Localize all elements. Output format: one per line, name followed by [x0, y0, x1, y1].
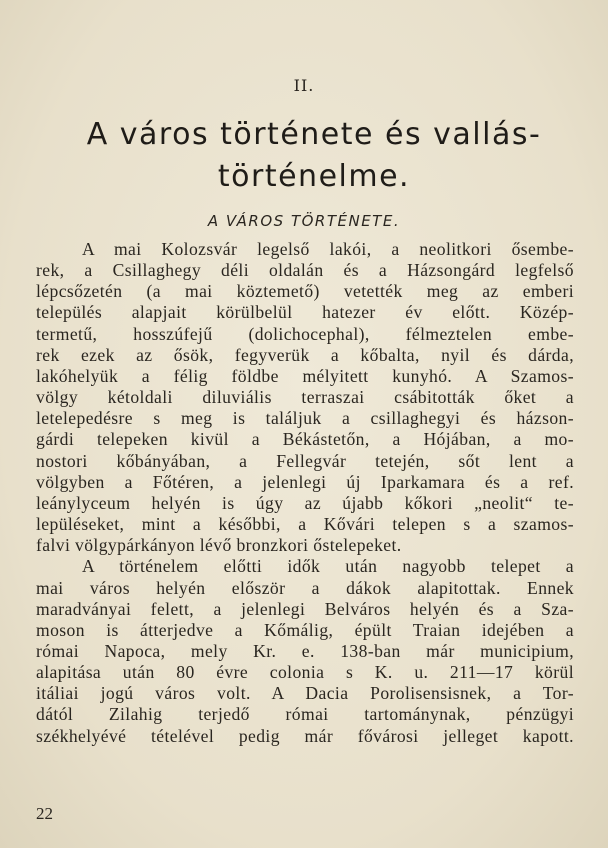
text-line: lepüléseket, mint a későbbi, a Kővári telepen s a szamos- — [36, 514, 574, 535]
paragraph — [36, 556, 574, 746]
text-line: völgyben a Főtéren, a jelenlegi új Iparkamara és a ref. — [36, 471, 574, 492]
text-line: lakóhelyük a félig földbe mélyitett kunyhó. A Szamos- — [36, 365, 574, 386]
text-line: leánylyceum helyén is úgy az újabb kőkori „neolit“ te- — [36, 492, 574, 513]
text-line: település alapjait körülbelül hatezer év előtt. Közép- — [36, 302, 574, 323]
text-line: maradványai felett, a jelenlegi Belváros helyén és a Sza- — [36, 598, 574, 619]
text-line: A történelem előtti idők után nagyobb telepet a — [82, 556, 574, 577]
text-line: székhelyévé tételével pedig már fővárosi jelleget kapott. — [36, 725, 574, 746]
page-number: 22 — [36, 804, 53, 823]
text-line: alapitása után 80 évre colonia s K. u. 211—17 körül — [36, 662, 574, 683]
text-line: moson is átterjedve a Kőmálig, épült Traian idejében a — [36, 619, 574, 640]
text-line: lépcsőzetén (a mai köztemető) vetették meg az emberi — [36, 281, 574, 302]
text-line: itáliai jogú város volt. A Dacia Porolisensisnek, a Tor- — [36, 683, 574, 704]
text-line: termetű, hosszúfejű (dolichocephal), félmeztelen embe- — [36, 323, 574, 344]
text-line: völgy kétoldali diluviális terraszai csábitották őket a — [36, 387, 574, 408]
text-line: dától Zilahig terjedő római tartománynak, pénzügyi — [36, 704, 574, 725]
text-line: nostori kőbányában, a Fellegvár tetején, sőt lent a — [36, 450, 574, 471]
text-line: rek ezek az ősök, fegyverük a kőbalta, nyil és dárda, — [36, 344, 574, 365]
body-text — [36, 239, 574, 747]
text-line: gárdi telepeken kivül a Békástetőn, a Hójában, a mo- — [36, 429, 574, 450]
text-line: falvi völgypárkányon lévő bronzkori őstelepeket. — [36, 535, 402, 556]
section-title: A VÁROS TÖRTÉNETE. — [207, 212, 401, 230]
chapter-title-line-1: A város története és vallás- — [86, 117, 542, 152]
chapter-title — [40, 114, 588, 198]
text-line: mai város helyén először a dákok alapitottak. Ennek — [36, 577, 574, 598]
text-line: A mai Kolozsvár legelső lakói, a neolitkori ősembe- — [82, 239, 574, 259]
chapter-title-line-2: történelme. — [217, 159, 411, 194]
text-line: rek, a Csillaghegy déli oldalán és a Házsongárd legfelső — [36, 260, 574, 281]
chapter-number: II. — [293, 76, 315, 95]
text-line: letelepedésre s meg is találjuk a csillaghegyi és házson- — [36, 408, 574, 429]
text-line: római Napoca, mely Kr. e. 138-ban már municipium, — [36, 640, 574, 661]
paragraph — [36, 239, 574, 556]
